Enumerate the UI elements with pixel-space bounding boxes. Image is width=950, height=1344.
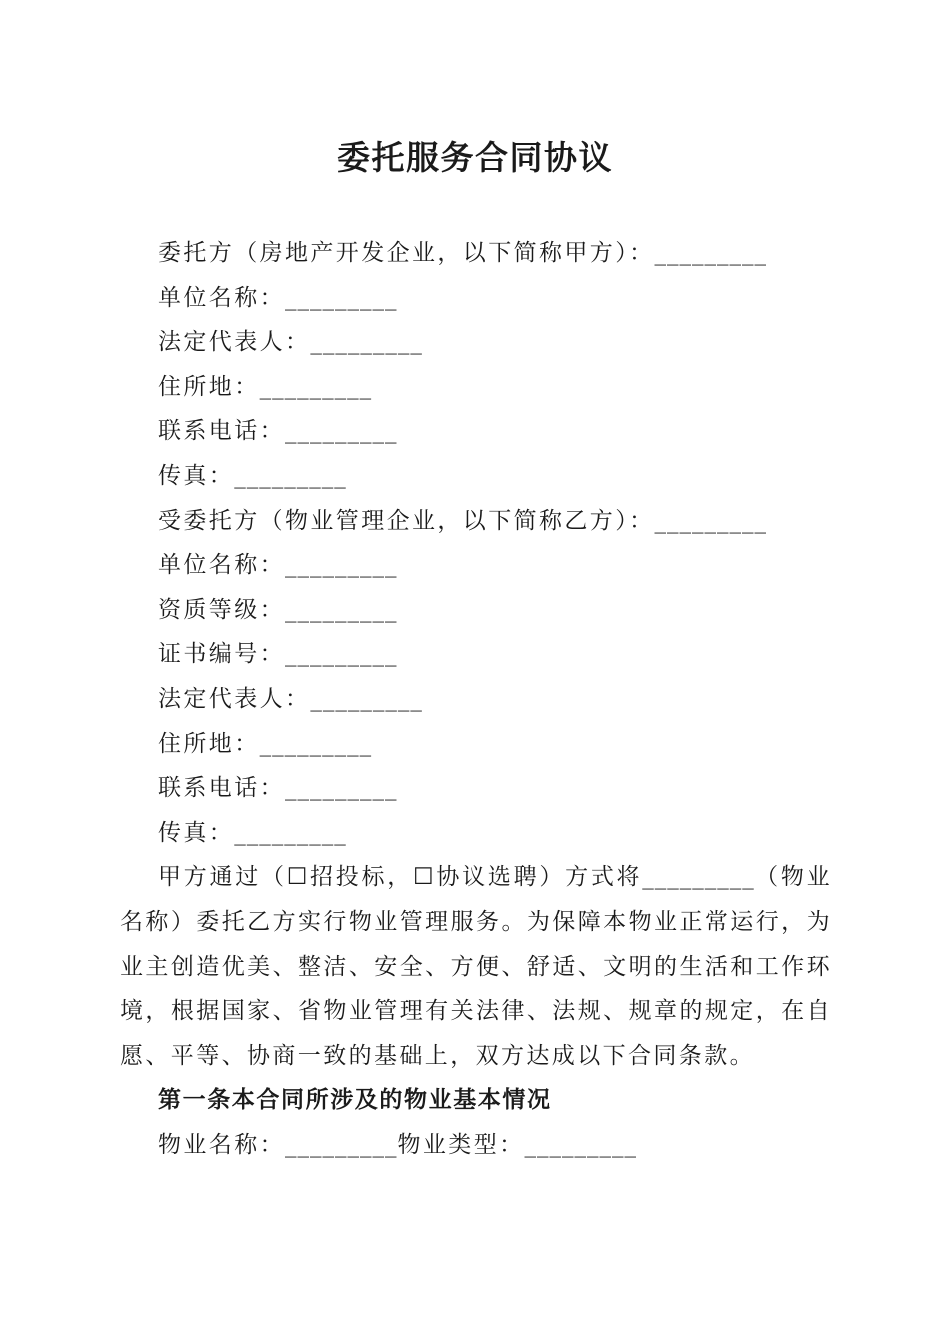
party-b-field-legal-rep <box>120 677 832 722</box>
checkbox-icon: ☐ <box>413 864 437 891</box>
party-b-label: 受委托方（物业管理企业，以下简称乙方）： <box>158 507 655 534</box>
document-body <box>120 231 832 1168</box>
field-label: 单位名称： <box>158 552 285 579</box>
field-blank: _________ <box>285 596 398 623</box>
field-label: 联系电话： <box>158 418 285 445</box>
field-label: 住所地： <box>158 373 260 400</box>
field-label: 单位名称： <box>158 284 285 311</box>
field-blank: _________ <box>524 1131 637 1158</box>
field-label: 传真： <box>158 462 235 489</box>
field-blank: _________ <box>310 329 423 356</box>
party-a-line <box>120 231 832 276</box>
party-a-label: 委托方（房地产开发企业，以下简称甲方）： <box>158 240 655 266</box>
party-a-field-legal-rep <box>120 320 832 365</box>
field-blank: _________ <box>285 418 398 445</box>
field-blank: _________ <box>310 685 423 712</box>
party-a-field-address <box>120 365 832 410</box>
intro-text: （物业名称）委托乙方实行物业管理服务。为保障本物业正常运行，为业主创造优美、整洁、安全、方便、舒适、文明的生活和工作环境，根据国家、省物业管理有关法律、法规、规章的规定，在自愿、平等、协商一致的基础上，双方达成以下合同条款。 <box>120 864 832 1069</box>
field-blank: _________ <box>259 373 373 400</box>
article-1-fields-line <box>120 1123 832 1168</box>
article-1-heading: 第一条本合同所涉及的物业基本情况 <box>158 1086 552 1114</box>
intro-text: ）方式将 <box>539 864 643 891</box>
party-b-field-address <box>120 722 832 767</box>
field-label: 住所地： <box>158 730 260 757</box>
field-label: 物业名称： <box>158 1131 285 1158</box>
field-blank: _________ <box>285 775 398 802</box>
party-b-line <box>120 499 832 544</box>
field-label: 法定代表人： <box>158 685 311 712</box>
field-label: 传真： <box>158 819 235 846</box>
option-agreement: 协议选聘 <box>436 864 540 891</box>
field-label: 证书编号： <box>158 641 285 668</box>
option-bidding: 招投标， <box>309 864 414 891</box>
party-b-field-certificate <box>120 632 832 677</box>
field-blank: _________ <box>285 552 398 579</box>
field-blank: _________ <box>234 819 347 846</box>
intro-paragraph <box>120 855 832 1078</box>
checkbox-icon: ☐ <box>286 864 310 891</box>
field-blank: _________ <box>285 641 398 668</box>
field-blank: _________ <box>285 1131 398 1158</box>
property-name-blank: _________ <box>642 864 755 891</box>
document-title: 委托服务合同协议 <box>337 138 613 177</box>
party-b-blank: _________ <box>654 507 767 534</box>
field-blank: _________ <box>259 730 373 757</box>
field-blank: _________ <box>234 462 347 489</box>
field-label: 联系电话： <box>158 775 285 802</box>
party-b-field-unit-name <box>120 543 832 588</box>
party-b-field-qualification <box>120 588 832 633</box>
party-b-field-fax <box>120 811 832 856</box>
party-a-blank: _________ <box>654 240 767 266</box>
party-a-field-unit-name <box>120 276 832 321</box>
field-label: 法定代表人： <box>158 329 311 356</box>
field-label: 物业类型： <box>397 1131 525 1158</box>
intro-text: 甲方通过（ <box>158 864 287 891</box>
field-blank: _________ <box>285 284 398 311</box>
field-label: 资质等级： <box>158 596 285 623</box>
party-a-field-fax <box>120 454 832 499</box>
party-a-field-phone <box>120 409 832 454</box>
party-b-field-phone <box>120 766 832 811</box>
